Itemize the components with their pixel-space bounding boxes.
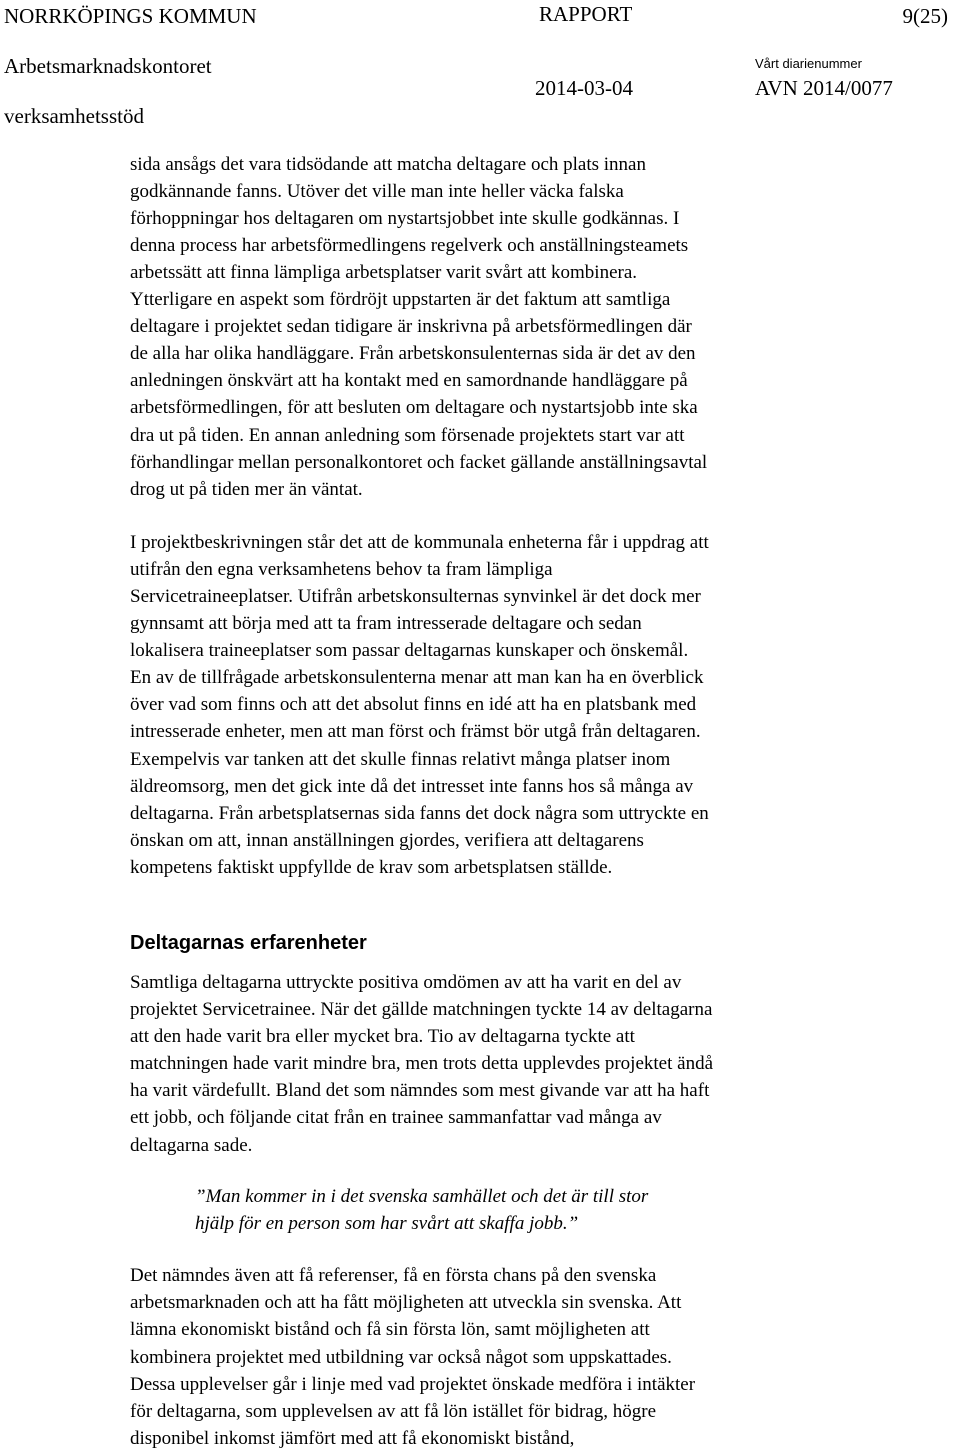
text-line: Ytterligare en aspekt som fördröjt uppstarten är det faktum att samtliga [130,289,671,310]
text-line: arbetsförmedlingen, för att besluten om deltagare och nystartsjobb inte ska [130,397,698,418]
text-line: förhoppningar hos deltagaren om nystartsjobbet inte skulle godkännas. I [130,208,680,229]
text-line: gynnsamt att börja med att ta fram intresserade deltagare och sedan [130,613,642,634]
text-line: Det nämndes även att få referenser, få en första chans på den svenska [130,1265,657,1286]
header-department: Arbetsmarknadskontoret [4,54,212,78]
header-ref-label: Vårt diarienummer [755,56,862,71]
text-line: deltagarna sade. [130,1135,253,1156]
text-line: lämna ekonomiskt bistånd och få sin första lön, samt möjligheten att [130,1319,650,1340]
text-line: drog ut på tiden mer än väntat. [130,479,363,500]
text-line: matchningen hade varit mindre bra, men trots detta upplevdes projektet ändå [130,1053,713,1074]
text-line: kombinera projektet med utbildning var också något som uppskattades. [130,1347,672,1368]
text-line: deltagarna. Från arbetsplatsernas sida fanns det dock några som uttryckte en [130,803,709,824]
text-line: äldreomsorg, men det gick inte då det intresset inte fanns hos så många av [130,776,694,797]
text-line: sida ansågs det vara tidsödande att matcha deltagare och plats innan [130,154,646,175]
text-line: Exempelvis var tanken att det skulle finnas relativt många platser inom [130,749,671,770]
header-doc-type: RAPPORT [539,2,633,26]
text-line: att den hade varit bra eller mycket bra. Tio av deltagarna tyckte att [130,1026,635,1047]
text-line: kompetens faktiskt uppfyllde de krav som arbetsplatsen ställde. [130,857,613,878]
text-line: arbetsmarknaden och att ha fått möjligheten att utveckla sin svenska. Att [130,1292,682,1313]
text-line: deltagare i projektet sedan tidigare är inskrivna på arbetsförmedlingen där [130,316,692,337]
text-line: En av de tillfrågade arbetskonsulenterna menar att man kan ha en överblick [130,667,704,688]
header-page-number: 9(25) [902,4,948,28]
text-line: ha varit värdefullt. Bland det som nämndes som mest givande var att ha haft [130,1080,710,1101]
header-ref-number: AVN 2014/0077 [755,76,893,100]
text-line: intresserade enheter, men att man först och främst bör utgå från deltagaren. [130,721,701,742]
text-line: Samtliga deltagarna uttryckte positiva omdömen av att ha varit en del av [130,972,682,993]
text-line: över vad som finns och att det absolut finns en idé att ha en platsbank med [130,694,697,715]
text-line: godkännande fanns. Utöver det ville man inte heller väcka falska [130,181,624,202]
text-line: projektet Servicetrainee. När det gällde matchningen tyckte 14 av deltagarna [130,999,713,1020]
text-line: Dessa upplevelser går i linje med vad projektet önskade medföra i intäkter [130,1374,696,1395]
text-line: denna process har arbetsförmedlingens regelverk och anställningsteamets [130,235,689,256]
text-line: anledningen önskvärt att ha kontakt med en samordnande handläggare på [130,370,688,391]
header-org: NORRKÖPINGS KOMMUN [4,4,257,28]
quote-line: ”Man kommer in i det svenska samhället och det är till stor [195,1186,649,1207]
text-line: önskan om att, innan anställningen gjordes, verifiera att deltagarens [130,830,644,851]
text-line: utifrån den egna verksamhetens behov ta fram lämpliga [130,559,553,580]
text-line: I projektbeskrivningen står det att de kommunala enheterna får i uppdrag att [130,532,709,553]
text-line: dra ut på tiden. En annan anledning som försenade projektets start var att [130,425,685,446]
header-date: 2014-03-04 [535,76,633,100]
text-line: de alla har olika handläggare. Från arbetskonsulenternas sida är det av den [130,343,696,364]
text-line: Servicetraineeplatser. Utifrån arbetskonsulternas synvinkel är det dock mer [130,586,701,607]
text-line: förhandlingar mellan personalkontoret och facket gällande anställningsavtal [130,452,708,473]
header-unit: verksamhetsstöd [4,104,144,128]
text-line: lokalisera traineeplatser som passar deltagarnas kunskaper och önskemål. [130,640,689,661]
text-line: ett jobb, och följande citat från en trainee sammanfattar vad många av [130,1107,662,1128]
text-line: för deltagarna, som upplevelsen av att få lön istället för bidrag, högre [130,1401,657,1422]
text-line: arbetssätt att finna lämpliga arbetsplatser varit svårt att kombinera. [130,262,638,283]
text-line: disponibel inkomst jämfört med att få ekonomiskt bistånd, [130,1428,575,1449]
quote-line: hjälp för en person som har svårt att skaffa jobb.” [195,1213,579,1234]
section-heading: Deltagarnas erfarenheter [130,932,367,954]
